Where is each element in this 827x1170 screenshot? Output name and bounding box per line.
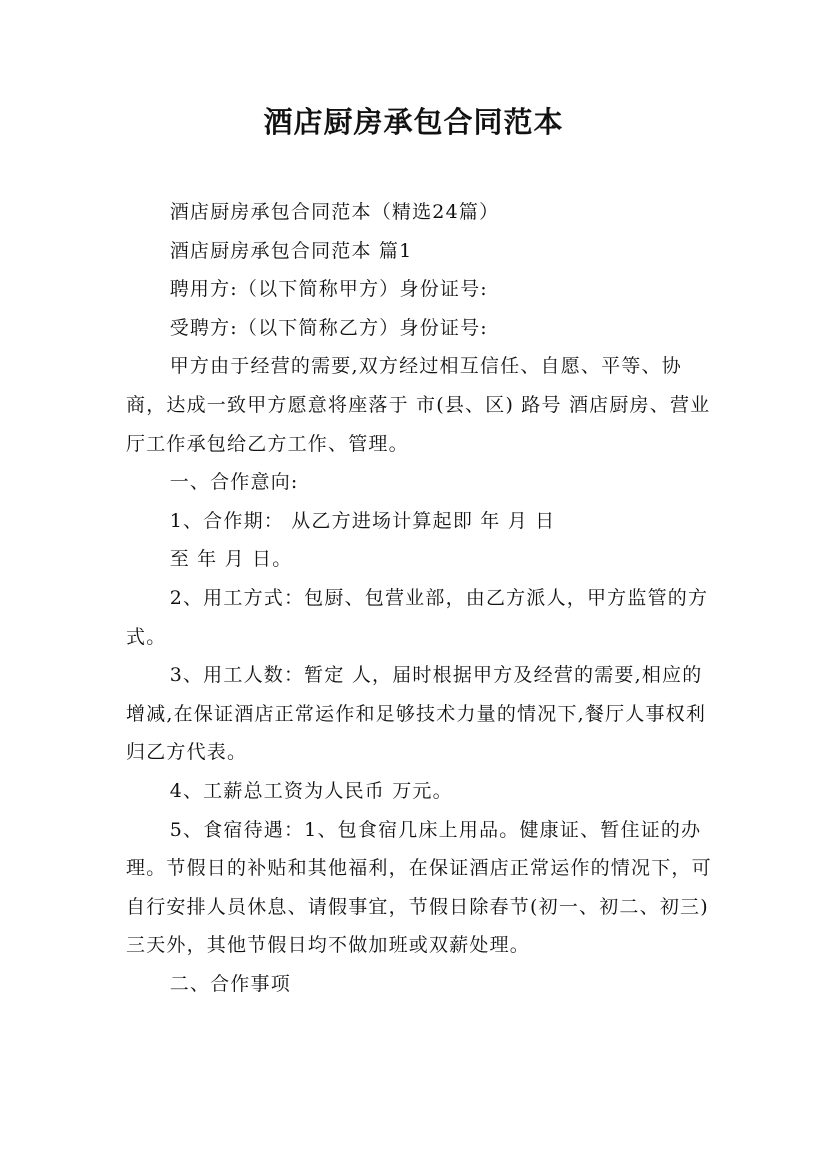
- paragraph-term: 1、合作期： 从乙方进场计算起即 年 月 日: [169, 509, 556, 532]
- paragraph-employee: 受聘方:（以下简称乙方）身份证号:: [169, 316, 488, 339]
- document-body: [126, 193, 716, 1003]
- paragraph-employment-method: 2、用工方式：包厨、包营业部，由乙方派人，甲方监管的方式。: [126, 586, 709, 648]
- paragraph-term-end: 至 年 月 日。: [169, 548, 293, 571]
- paragraph-salary: 4、工薪总工资为人民币 万元。: [169, 779, 453, 802]
- paragraph-benefits: 5、食宿待遇：1、包食宿几床上用品。健康证、暂住证的办理。节假日的补贴和其他福利，在保证酒店正常运作的情况下，可自行安排人员休息、请假事宜，节假日除春节(初一、初二、初三)三天外，其他节假日均不做加班或双薪处理。: [126, 818, 712, 957]
- paragraph-cooperation-heading: 一、合作意向:: [169, 471, 299, 494]
- paragraph-matters-heading: 二、合作事项: [169, 972, 291, 995]
- paragraph-employer: 聘用方:（以下简称甲方）身份证号:: [169, 278, 488, 301]
- paragraph-intro: 甲方由于经营的需要,双方经过相互信任、自愿、平等、协商，达成一致甲方愿意将座落于 市(县、区) 路号 酒店厨房、营业厅工作承包给乙方工作、管理。: [126, 355, 711, 455]
- paragraph-headcount: 3、用工人数：暂定 人，届时根据甲方及经营的需要,相应的增减,在保证酒店正常运作和足够技术力量的情况下,餐厅人事权利归乙方代表。: [126, 664, 707, 764]
- paragraph-subtitle: 酒店厨房承包合同范本（精选24篇）: [169, 201, 500, 223]
- paragraph-section-heading: 酒店厨房承包合同范本 篇1: [169, 239, 413, 262]
- document-title: 酒店厨房承包合同范本: [263, 105, 564, 139]
